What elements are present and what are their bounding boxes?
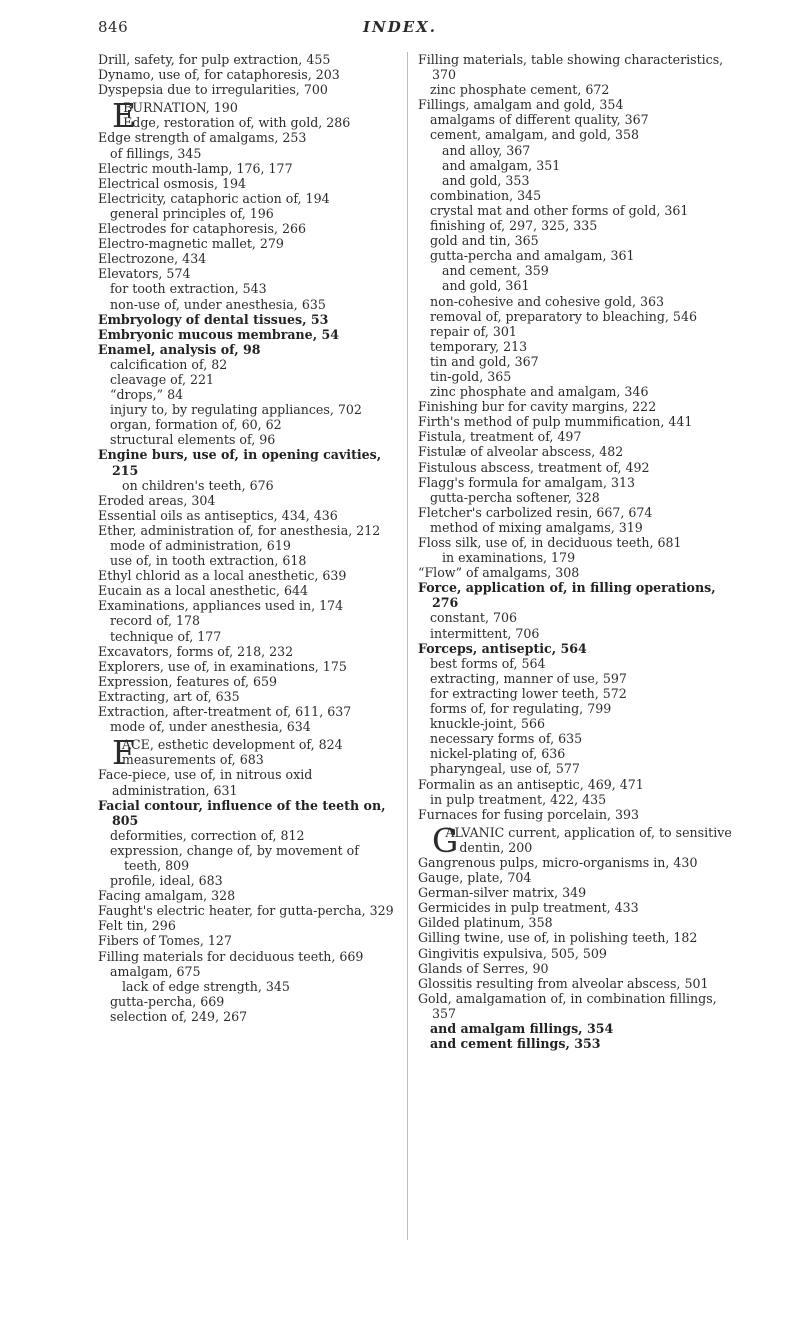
- index-entry: [418, 444, 736, 459]
- index-entry-text: Eucain as a local anesthetic, 644: [98, 583, 309, 599]
- index-entry-text: necessary forms of, 635: [430, 731, 583, 747]
- index-column-left: [98, 52, 398, 1024]
- index-entry-text: Dyspepsia due to irregularities, 700: [98, 82, 328, 98]
- index-entry-text: Gingivitis expulsiva, 505, 509: [418, 945, 607, 961]
- index-entry: [98, 146, 398, 161]
- drop-cap-letter: E: [112, 96, 137, 136]
- index-entry-text: non-cohesive and cohesive gold, 363: [430, 293, 665, 309]
- index-entry: [98, 266, 398, 281]
- index-entry: [418, 218, 736, 233]
- index-entry: [418, 656, 736, 671]
- index-entry: [98, 888, 398, 903]
- index-entry-text: record of, 178: [110, 613, 201, 629]
- index-entry: [98, 221, 398, 236]
- index-entry-text: constant, 706: [430, 610, 517, 626]
- index-entry-text: Electric mouth-lamp, 176, 177: [98, 160, 293, 176]
- index-entry: [418, 429, 736, 444]
- index-entry-text: nickel-plating of, 636: [430, 746, 566, 762]
- index-entry-text: Finishing bur for cavity margins, 222: [418, 399, 657, 415]
- index-entry-text: mode of, under anesthesia, 634: [110, 719, 311, 735]
- index-entry: [418, 112, 736, 127]
- index-entry: [418, 248, 736, 263]
- index-entry: [98, 297, 398, 312]
- index-entry-text: and cement fillings, 353: [430, 1036, 601, 1052]
- index-entry: [418, 324, 736, 339]
- index-entry: [98, 342, 398, 357]
- index-entry: [98, 964, 398, 979]
- index-entry-text: Ether, administration of, for anesthesia, 212: [98, 522, 381, 538]
- index-entry-text: Electrical osmosis, 194: [98, 175, 246, 191]
- index-entry-text: and amalgam fillings, 354: [430, 1021, 614, 1036]
- column-divider: [407, 52, 408, 1240]
- index-entry: [418, 278, 736, 293]
- index-entry: [98, 583, 398, 598]
- index-entry: [418, 399, 736, 414]
- index-entry-text: removal of, preparatory to bleaching, 546: [430, 308, 697, 324]
- index-entry-text: selection of, 249, 267: [110, 1008, 248, 1024]
- index-entry-text: Embryonic mucous membrane, 54: [98, 326, 339, 342]
- index-entry: [98, 82, 398, 97]
- index-entry-text: for tooth extraction, 543: [110, 281, 267, 297]
- index-entry: [418, 716, 736, 731]
- index-entry: [98, 251, 398, 266]
- index-entry-text: intermittent, 706: [430, 625, 540, 641]
- index-entry: [418, 294, 736, 309]
- index-entry: [98, 949, 398, 964]
- index-entry-text: combination, 345: [430, 187, 542, 203]
- index-entry-text: and alloy, 367: [442, 142, 531, 158]
- index-entry-text: Gilded platinum, 358: [418, 915, 553, 931]
- index-entry-text: tin and gold, 367: [430, 353, 539, 369]
- index-entry: [418, 565, 736, 580]
- index-entry: [418, 855, 736, 870]
- index-entry-text: best forms of, 564: [430, 655, 546, 671]
- index-entry: [98, 719, 398, 734]
- index-entry: [418, 671, 736, 686]
- index-entry: [98, 689, 398, 704]
- index-entry: [98, 752, 398, 767]
- index-entry-text: Enamel, analysis of, 98: [98, 341, 261, 357]
- index-entry-text: expression, change of, by movement of teeth, 809: [110, 842, 359, 873]
- index-entry: [418, 701, 736, 716]
- index-entry-text: Firth's method of pulp mummification, 441: [418, 414, 693, 430]
- index-entry-text: Fillings, amalgam and gold, 354: [418, 97, 624, 113]
- index-entry-text: gutta-percha and amalgam, 361: [430, 248, 635, 264]
- index-entry-text: calcification of, 82: [110, 356, 228, 372]
- index-entry: [418, 580, 736, 610]
- index-entry-text: use of, in tooth extraction, 618: [110, 553, 307, 569]
- index-entry-text: Gilling twine, use of, in polishing teeth, 182: [418, 930, 698, 946]
- index-entry: [418, 354, 736, 369]
- index-entry: [418, 263, 736, 278]
- index-entry-text: Elevators, 574: [98, 266, 191, 282]
- index-entry-text: Furnaces for fusing porcelain, 393: [418, 806, 640, 822]
- index-entry: [418, 475, 736, 490]
- index-entry-text: cleavage of, 221: [110, 371, 215, 387]
- index-entry-text: Fistulous abscess, treatment of, 492: [418, 459, 650, 475]
- index-entry: [418, 930, 736, 945]
- index-entry-text: Fletcher's carbolized resin, 667, 674: [418, 504, 653, 520]
- index-entry-text: technique of, 177: [110, 628, 222, 644]
- index-entry: [418, 384, 736, 399]
- index-entry-text: Force, application of, in filling operations, 276: [418, 580, 716, 611]
- index-entry: [418, 339, 736, 354]
- index-entry: [418, 900, 736, 915]
- index-entry-text: Fibers of Tomes, 127: [98, 933, 232, 949]
- index-entry-text: crystal mat and other forms of gold, 361: [430, 202, 689, 218]
- index-entry-text: Fistulæ of alveolar abscess, 482: [418, 444, 624, 460]
- index-entry: [98, 523, 398, 538]
- index-entry-text: Electricity, cataphoric action of, 194: [98, 190, 330, 206]
- index-entry: [418, 52, 736, 82]
- index-entry-text: injury to, by regulating appliances, 702: [110, 402, 362, 418]
- index-entry-text: forms of, for regulating, 799: [430, 701, 612, 717]
- page-title: INDEX.: [362, 18, 438, 36]
- index-entry: [98, 130, 398, 145]
- index-entry-text: Gangrenous pulps, micro-organisms in, 430: [418, 854, 698, 870]
- index-entry: [418, 369, 736, 384]
- index-entry-text: deformities, correction of, 812: [110, 827, 305, 843]
- index-entry-text: amalgams of different quality, 367: [430, 112, 649, 128]
- index-entry: [418, 807, 736, 822]
- index-entry-text: Facial contour, influence of the teeth on, 805: [98, 797, 386, 828]
- index-entry-text: method of mixing amalgams, 319: [430, 519, 643, 535]
- index-entry: [98, 372, 398, 387]
- index-entry-text: in pulp treatment, 422, 435: [430, 791, 607, 807]
- index-entry-text: Flagg's formula for amalgam, 313: [418, 474, 635, 490]
- index-entry-text: extracting, manner of use, 597: [430, 670, 627, 686]
- index-entry: [98, 281, 398, 296]
- index-entry: [418, 203, 736, 218]
- index-entry: [98, 994, 398, 1009]
- index-entry-text: for extracting lower teeth, 572: [430, 685, 627, 701]
- index-entry: [98, 933, 398, 948]
- index-entry: [418, 535, 736, 550]
- index-entry-text: ALVANIC current, application of, to sensitive dentin, 200: [445, 824, 732, 855]
- index-entry: [98, 447, 398, 477]
- index-entry: [418, 915, 736, 930]
- index-entry: [98, 767, 398, 797]
- index-entry: [418, 820, 736, 860]
- index-entry-text: and cement, 359: [442, 263, 549, 279]
- index-entry: [418, 610, 736, 625]
- drop-cap-letter: F: [112, 733, 135, 773]
- index-entry-text: lack of edge strength, 345: [122, 978, 290, 994]
- index-entry-text: finishing of, 297, 325, 335: [430, 218, 598, 234]
- index-entry-text: Eroded areas, 304: [98, 492, 216, 508]
- index-entry-text: Facing amalgam, 328: [98, 888, 236, 904]
- index-entry: [98, 1009, 398, 1024]
- index-entry: [98, 508, 398, 523]
- index-entry-text: Face-piece, use of, in nitrous oxid administration, 631: [98, 767, 313, 798]
- index-entry-text: Gold, amalgamation of, in combination fillings, 357: [418, 990, 717, 1021]
- index-entry-text: “drops,” 84: [110, 387, 184, 403]
- index-entry: [418, 641, 736, 656]
- index-entry-text: Floss silk, use of, in deciduous teeth, 681: [418, 535, 682, 550]
- index-entry: [418, 188, 736, 203]
- index-entry: [418, 309, 736, 324]
- index-entry: [98, 67, 398, 82]
- index-entry: [98, 553, 398, 568]
- index-entry-text: in examinations, 179: [442, 550, 576, 566]
- index-entry-text: and gold, 361: [442, 278, 530, 294]
- index-entry: [418, 233, 736, 248]
- index-entry-text: Edge, restoration of, with gold, 286: [123, 115, 351, 131]
- index-entry: [418, 82, 736, 97]
- index-entry: [418, 761, 736, 776]
- index-entry: [98, 493, 398, 508]
- index-entry-text: zinc phosphate cement, 672: [430, 82, 610, 98]
- index-entry: [418, 961, 736, 976]
- index-entry: [98, 538, 398, 553]
- index-entry: [98, 191, 398, 206]
- index-entry-text: Forceps, antiseptic, 564: [418, 640, 587, 656]
- page-number: 846: [98, 18, 129, 36]
- index-entry: [418, 173, 736, 188]
- index-entry: [98, 432, 398, 447]
- index-entry: [98, 598, 398, 613]
- index-entry-text: gutta-percha, 669: [110, 993, 225, 1009]
- index-entry-text: Drill, safety, for pulp extraction, 455: [98, 52, 331, 67]
- index-entry-text: Electrozone, 434: [98, 251, 207, 267]
- index-entry: [418, 490, 736, 505]
- index-entry: [418, 97, 736, 112]
- index-entry-text: tin-gold, 365: [430, 368, 512, 384]
- index-entry-text: Essential oils as antiseptics, 434, 436: [98, 507, 338, 523]
- index-entry-text: Electrodes for cataphoresis, 266: [98, 221, 306, 237]
- index-entry-text: Embryology of dental tissues, 53: [98, 311, 329, 327]
- index-entry: [418, 158, 736, 173]
- index-entry-text: pharyngeal, use of, 577: [430, 761, 580, 777]
- index-entry: [418, 550, 736, 565]
- index-entry: [98, 176, 398, 191]
- index-entry: [418, 792, 736, 807]
- index-entry-text: zinc phosphate and amalgam, 346: [430, 384, 649, 400]
- index-entry: [98, 161, 398, 176]
- index-entry-text: non-use of, under anesthesia, 635: [110, 296, 326, 312]
- index-entry: [98, 674, 398, 689]
- index-entry-text: repair of, 301: [430, 323, 517, 339]
- index-entry: [98, 312, 398, 327]
- index-entry: [418, 505, 736, 520]
- index-entry: [98, 478, 398, 493]
- index-entry: [418, 1036, 736, 1051]
- index-entry-text: Formalin as an antiseptic, 469, 471: [418, 776, 644, 792]
- index-entry-text: Explorers, use of, in examinations, 175: [98, 658, 347, 674]
- index-entry: [418, 777, 736, 792]
- index-entry-text: gold and tin, 365: [430, 233, 539, 249]
- index-entry-text: amalgam, 675: [110, 963, 201, 979]
- index-entry-text: structural elements of, 96: [110, 432, 276, 448]
- index-entry: [98, 644, 398, 659]
- index-entry: [98, 918, 398, 933]
- index-entry-text: Germicides in pulp treatment, 433: [418, 900, 639, 916]
- index-entry: [418, 731, 736, 746]
- index-entry-text: mode of administration, 619: [110, 538, 291, 553]
- index-entry: [418, 1021, 736, 1036]
- index-entry: [98, 402, 398, 417]
- index-entry-text: of fillings, 345: [110, 145, 202, 161]
- index-entry-text: knuckle-joint, 566: [430, 716, 546, 732]
- index-entry-text: Electro-magnetic mallet, 279: [98, 236, 284, 252]
- index-entry: [98, 236, 398, 251]
- index-entry: [98, 613, 398, 628]
- index-entry: [98, 828, 398, 843]
- index-entry: [418, 686, 736, 701]
- index-entry-text: and gold, 353: [442, 172, 530, 188]
- page-header: [0, 16, 800, 40]
- index-entry-text: organ, formation of, 60, 62: [110, 417, 282, 433]
- index-entry: [418, 870, 736, 885]
- index-entry-text: Glossitis resulting from alveolar abscess, 501: [418, 975, 709, 991]
- index-entry: [418, 946, 736, 961]
- index-entry: [418, 127, 736, 142]
- index-entry: [418, 143, 736, 158]
- index-entry: [98, 52, 398, 67]
- index-entry: [98, 568, 398, 583]
- index-entry: [98, 387, 398, 402]
- drop-cap-letter: G: [432, 820, 459, 860]
- index-entry: [418, 885, 736, 900]
- index-entry-text: Ethyl chlorid as a local anesthetic, 639: [98, 568, 347, 584]
- index-entry-text: Gauge, plate, 704: [418, 870, 532, 886]
- index-entry-text: Examinations, appliances used in, 174: [98, 598, 344, 614]
- index-entry: [98, 115, 398, 130]
- index-entry: [418, 991, 736, 1021]
- index-entry: [98, 979, 398, 994]
- index-entry: [98, 798, 398, 828]
- index-entry: [418, 626, 736, 641]
- index-entry: [418, 414, 736, 429]
- index-entry-text: Faught's electric heater, for gutta-percha, 329: [98, 903, 394, 919]
- index-entry: [418, 520, 736, 535]
- index-entry: [418, 976, 736, 991]
- index-entry-text: profile, ideal, 683: [110, 873, 223, 889]
- index-entry: [98, 659, 398, 674]
- index-entry: [98, 873, 398, 888]
- index-entry-text: ACE, esthetic development of, 824: [121, 737, 343, 753]
- index-entry-text: Engine burs, use of, in opening cavities, 215: [98, 447, 382, 478]
- index-entry-text: Filling materials for deciduous teeth, 669: [98, 948, 364, 964]
- index-entry-text: Expression, features of, 659: [98, 673, 278, 689]
- index-entry-text: Extraction, after-treatment of, 611, 637: [98, 704, 352, 720]
- index-entry-text: “Flow” of amalgams, 308: [418, 565, 580, 581]
- index-entry-text: temporary, 213: [430, 338, 528, 354]
- index-entry-text: cement, amalgam, and gold, 358: [430, 127, 640, 143]
- index-entry-text: and amalgam, 351: [442, 157, 561, 173]
- index-entry: [98, 327, 398, 342]
- index-entry-text: Felt tin, 296: [98, 918, 176, 934]
- index-entry: [98, 206, 398, 221]
- index-entry-text: Fistula, treatment of, 497: [418, 429, 582, 445]
- index-entry: [98, 903, 398, 918]
- index-entry-text: Filling materials, table showing characteristics, 370: [418, 52, 724, 83]
- index-entry-text: gutta-percha softener, 328: [430, 489, 600, 505]
- index-entry-text: BURNATION, 190: [123, 100, 238, 116]
- index-column-right: [418, 52, 736, 1051]
- index-entry: [418, 746, 736, 761]
- index-entry-text: measurements of, 683: [121, 752, 264, 768]
- index-entry-text: German-silver matrix, 349: [418, 885, 587, 901]
- index-entry-text: general principles of, 196: [110, 205, 274, 221]
- index-entry: [98, 843, 398, 873]
- index-entry-text: Dynamo, use of, for cataphoresis, 203: [98, 67, 340, 83]
- index-entry-text: Excavators, forms of, 218, 232: [98, 643, 294, 659]
- index-entry: [98, 357, 398, 372]
- index-entry-text: Extracting, art of, 635: [98, 688, 240, 704]
- index-entry-text: on children's teeth, 676: [122, 477, 274, 493]
- index-entry: [418, 460, 736, 475]
- index-entry: [98, 704, 398, 719]
- index-entry: [98, 629, 398, 644]
- index-entry: [98, 417, 398, 432]
- index-entry-text: Glands of Serres, 90: [418, 960, 549, 976]
- index-entry-text: Edge strength of amalgams, 253: [98, 130, 307, 146]
